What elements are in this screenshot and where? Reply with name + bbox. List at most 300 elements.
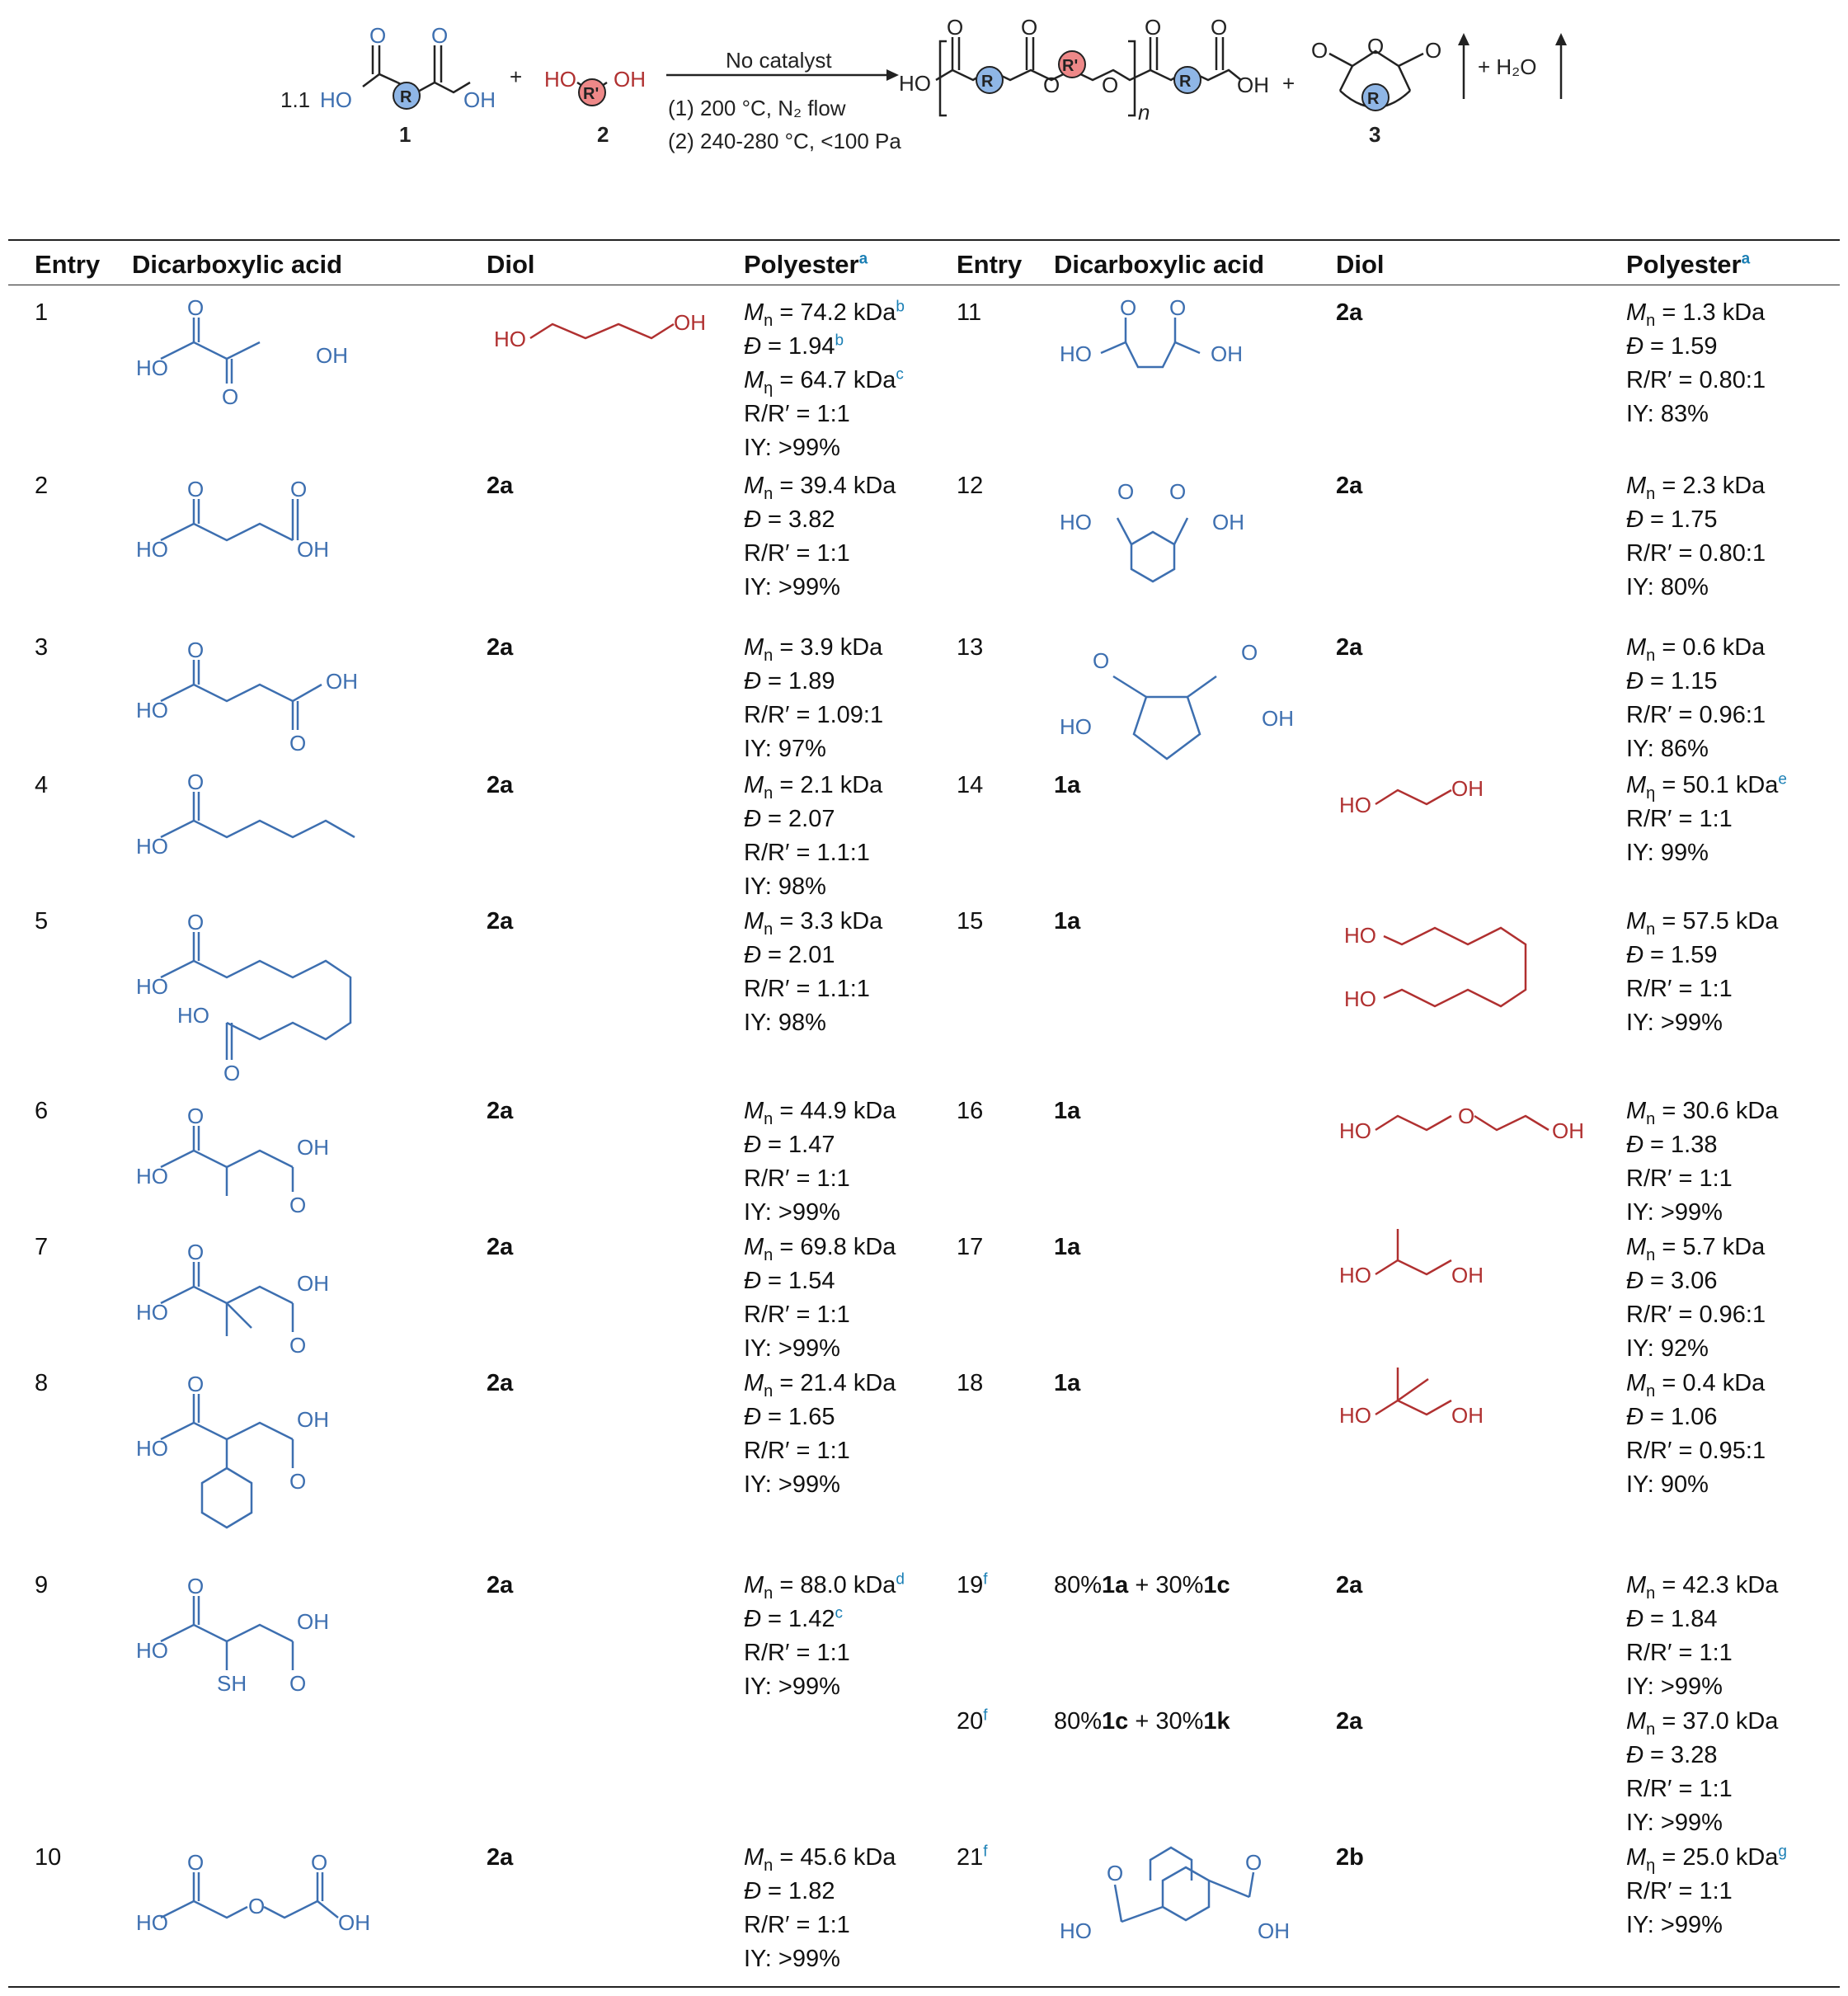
- svg-text:HO: HO: [1339, 1263, 1371, 1288]
- column-header: [1336, 250, 1385, 280]
- polyester-property: [1626, 1437, 1766, 1465]
- table-row-entry: [957, 299, 981, 327]
- table-row-diol: [487, 907, 513, 935]
- right-row-symbol: M: [1626, 908, 1647, 934]
- polyester-property: [1626, 1198, 1723, 1226]
- table-row-diol: [1336, 633, 1362, 661]
- left-row-value: = 2.1 kDa: [773, 772, 883, 798]
- polyester-property: [744, 434, 840, 462]
- table-row-entry: [35, 633, 48, 661]
- left-row-value: 98%: [771, 1010, 826, 1036]
- left-row-subscript: n: [764, 311, 774, 330]
- acid-code: 1a: [1054, 1098, 1081, 1124]
- right-row-value: = 1.84: [1643, 1606, 1718, 1632]
- right-row-symbol: Đ: [1626, 1606, 1643, 1632]
- polyester-property: [744, 735, 826, 763]
- svg-text:R: R: [1367, 90, 1380, 108]
- left-row-symbol: IY:: [744, 1946, 772, 1972]
- table-row-entry: [35, 907, 48, 935]
- right-row-symbol: M: [1626, 1370, 1647, 1396]
- svg-text:O: O: [187, 1104, 205, 1128]
- footnote-ref: g: [1778, 1843, 1787, 1861]
- left-row-subscript: n: [764, 1584, 774, 1603]
- polyester-property: [1626, 633, 1765, 670]
- diol-code: 2a: [487, 908, 514, 934]
- polyester-property: [1626, 1335, 1709, 1363]
- polyester-property: [744, 633, 882, 670]
- svg-text:SH: SH: [217, 1671, 247, 1696]
- polyester-property: [1626, 1911, 1723, 1939]
- polyester-property: [744, 1843, 896, 1880]
- left-row-value: = 1:1: [789, 1912, 850, 1938]
- column-header-text: Entry: [957, 250, 1023, 279]
- mix-acid: 1c: [1102, 1708, 1129, 1735]
- reactant1-label: 1: [399, 122, 411, 147]
- table-row-diol: [487, 1843, 513, 1871]
- right-row-value: >99%: [1653, 1010, 1723, 1036]
- svg-text:HO: HO: [544, 67, 576, 92]
- column-header-text: Polyester: [1626, 250, 1742, 279]
- polyester-property: [1626, 1369, 1765, 1405]
- svg-text:HO: HO: [136, 698, 168, 723]
- right-row-symbol: IY:: [1626, 1912, 1654, 1938]
- svg-text:O: O: [1102, 73, 1119, 97]
- entry-number: 18: [957, 1370, 984, 1396]
- table-row-diol: [1336, 1571, 1362, 1599]
- right-row-symbol: IY:: [1626, 1199, 1654, 1226]
- right-row-value: = 0.95:1: [1672, 1438, 1766, 1464]
- left-row-symbol: Đ: [744, 1268, 761, 1294]
- mix-acid: 1k: [1203, 1708, 1230, 1735]
- right-row-symbol: IY:: [1626, 1471, 1654, 1498]
- left-row-value: = 3.9 kDa: [773, 634, 883, 661]
- left-row-symbol: M: [744, 908, 764, 934]
- svg-text:O: O: [1107, 1861, 1124, 1885]
- svg-text:O: O: [187, 910, 205, 934]
- polyester-property: [744, 573, 840, 601]
- left-row-value: = 1:1: [789, 1640, 850, 1666]
- diol-code: 2b: [1336, 1844, 1364, 1871]
- svg-text:OH: OH: [1451, 776, 1484, 801]
- right-row-value: = 3.06: [1643, 1268, 1718, 1294]
- column-header: [1054, 250, 1264, 280]
- polyester-property: [1626, 701, 1766, 729]
- left-row-symbol: Đ: [744, 1878, 761, 1904]
- right-row-value: = 0.96:1: [1672, 1302, 1766, 1328]
- svg-text:R': R': [1062, 57, 1079, 75]
- entry-number: 21: [957, 1844, 984, 1871]
- polyester-property: [744, 1369, 896, 1405]
- svg-text:OH: OH: [1212, 510, 1244, 534]
- table-row-diol: [487, 1097, 513, 1125]
- right-row-subscript: n: [1646, 1382, 1656, 1400]
- table-row-entry: [957, 1233, 983, 1261]
- left-row-symbol: R/R′: [744, 1438, 790, 1464]
- right-row-symbol: M: [1626, 1234, 1647, 1260]
- right-row-value: >99%: [1653, 1810, 1723, 1836]
- diol-code: 2a: [487, 1844, 514, 1871]
- right-row-value: = 1:1: [1672, 1776, 1733, 1802]
- left-row-value: = 88.0 kDa: [773, 1572, 896, 1598]
- left-row-subscript: n: [764, 484, 774, 503]
- svg-text:O: O: [289, 1671, 307, 1696]
- left-row-symbol: M: [744, 1234, 764, 1260]
- polyester-property: [744, 771, 882, 807]
- footnote-ref: e: [1778, 770, 1787, 789]
- footnote-ref: f: [983, 1706, 988, 1725]
- polyester-property: [744, 1471, 840, 1499]
- right-row-subscript: n: [1646, 1584, 1656, 1603]
- mix-percent: + 30%: [1128, 1708, 1204, 1735]
- polyester-property: [1626, 839, 1709, 867]
- diol-code: 2a: [1336, 473, 1363, 499]
- left-row-subscript: n: [764, 646, 774, 665]
- column-header: [35, 250, 100, 280]
- polyester-property: [744, 366, 904, 402]
- left-row-symbol: IY:: [744, 736, 772, 762]
- svg-text:R: R: [400, 88, 412, 106]
- polyester-property: [1626, 1775, 1733, 1803]
- footnote-ref: f: [983, 1570, 988, 1589]
- entry-number: 11: [957, 299, 982, 326]
- svg-text:OH: OH: [1451, 1263, 1484, 1288]
- water: + H₂O: [1478, 54, 1537, 79]
- left-row-subscript: n: [764, 1856, 774, 1875]
- polyester-property: [1626, 667, 1717, 695]
- polyester-property: [744, 1198, 840, 1226]
- svg-text:O: O: [1117, 479, 1135, 504]
- svg-text:O: O: [369, 23, 387, 48]
- right-row-symbol: Đ: [1626, 333, 1643, 360]
- condition-1: (1) 200 °C, N₂ flow: [668, 96, 846, 120]
- table-row-entry: [35, 1571, 48, 1599]
- left-row-symbol: M: [744, 473, 764, 499]
- polyester-property: [744, 873, 826, 901]
- polyester-property: [744, 1403, 835, 1431]
- table-bottom-rule: [8, 1986, 1840, 1988]
- polyester-property: [1626, 1673, 1723, 1701]
- diol-code: 2a: [487, 1234, 514, 1260]
- polyester-property: [744, 1301, 850, 1329]
- right-row-symbol: M: [1626, 634, 1647, 661]
- polyester-property: [1626, 1741, 1717, 1769]
- right-row-value: = 1.59: [1643, 942, 1718, 968]
- left-row-value: = 1.1:1: [789, 976, 870, 1002]
- reaction-scheme: [0, 0, 1848, 165]
- svg-text:HO: HO: [136, 974, 168, 999]
- svg-text:HO: HO: [136, 1638, 168, 1663]
- left-row-symbol: IY:: [744, 1471, 772, 1498]
- left-row-value: = 1:1: [789, 1165, 850, 1192]
- diol-code: 2a: [487, 772, 514, 798]
- svg-text:+: +: [1282, 71, 1295, 96]
- polyester-property: [744, 941, 835, 969]
- left-row-value: >99%: [771, 574, 840, 600]
- acid-10-structure: [128, 1848, 392, 1971]
- diol-code: 2a: [487, 1370, 514, 1396]
- svg-text:O: O: [248, 1894, 266, 1918]
- polyester-property: [1626, 299, 1765, 335]
- svg-text:O: O: [289, 1333, 307, 1358]
- svg-text:O: O: [187, 638, 205, 662]
- table-row-diol: [487, 1571, 513, 1599]
- svg-text:HO: HO: [136, 834, 168, 859]
- entry-number: 16: [957, 1098, 984, 1124]
- left-row-symbol: R/R′: [744, 1640, 790, 1666]
- left-row-value: >99%: [771, 1946, 840, 1972]
- left-row-subscript: n: [764, 1382, 774, 1400]
- left-row-symbol: R/R′: [744, 1302, 790, 1328]
- acid-21-structure: [1056, 1848, 1319, 1971]
- diol-code: 2a: [1336, 1708, 1363, 1735]
- right-row-value: = 1:1: [1672, 1165, 1733, 1192]
- right-row-value: = 37.0 kDa: [1655, 1708, 1779, 1735]
- polyester-property: [744, 1233, 896, 1269]
- right-row-subscript: η: [1646, 784, 1656, 803]
- right-row-subscript: n: [1646, 1720, 1656, 1739]
- left-row-symbol: Đ: [744, 1606, 761, 1632]
- polyester-property: [1626, 366, 1766, 394]
- svg-text:O: O: [1021, 15, 1038, 40]
- left-row-value: = 3.3 kDa: [773, 908, 883, 934]
- svg-text:O: O: [289, 1193, 307, 1217]
- left-row-value: = 3.82: [760, 506, 835, 533]
- footnote-ref: f: [983, 1843, 988, 1861]
- left-row-symbol: Đ: [744, 333, 761, 360]
- left-row-subscript: η: [764, 379, 774, 398]
- polyester-property: [744, 400, 850, 428]
- svg-text:HO: HO: [136, 1300, 168, 1325]
- table-row-entry: [35, 1233, 48, 1261]
- reactant1-ho: HO: [320, 87, 352, 112]
- table-row-entry: [957, 907, 983, 935]
- svg-text:OH: OH: [614, 67, 646, 92]
- left-row-symbol: M: [744, 1572, 764, 1598]
- diol-1-structure: [491, 301, 722, 351]
- column-header-text: Dicarboxylic acid: [1054, 250, 1265, 279]
- right-row-symbol: IY:: [1626, 1674, 1654, 1700]
- polyester-property: [744, 839, 870, 867]
- svg-text:O: O: [223, 1061, 241, 1085]
- right-row-symbol: IY:: [1626, 574, 1654, 600]
- right-row-value: >99%: [1653, 1674, 1723, 1700]
- left-row-value: = 21.4 kDa: [773, 1370, 896, 1396]
- right-row-symbol: M: [1626, 772, 1647, 798]
- entry-number: 2: [35, 473, 49, 499]
- polyester-property: [1626, 771, 1787, 807]
- mix-acid: 1a: [1102, 1572, 1129, 1598]
- acid-code: 1a: [1054, 1234, 1081, 1260]
- right-row-symbol: R/R′: [1626, 1438, 1672, 1464]
- right-row-symbol: R/R′: [1626, 367, 1672, 393]
- polyester-property: [744, 1911, 850, 1939]
- svg-text:HO: HO: [177, 1003, 209, 1028]
- left-row-value: = 39.4 kDa: [773, 473, 896, 499]
- polyester-property: [1626, 1165, 1733, 1193]
- right-row-value: = 1:1: [1672, 806, 1733, 832]
- polyester-property: [744, 1571, 905, 1608]
- polyester-property: [1626, 805, 1733, 833]
- right-row-value: = 2.3 kDa: [1655, 473, 1766, 499]
- left-row-symbol: IY:: [744, 1335, 772, 1362]
- svg-text:HO: HO: [1060, 341, 1092, 366]
- right-row-symbol: IY:: [1626, 1810, 1654, 1836]
- left-row-symbol: R/R′: [744, 540, 790, 567]
- left-row-symbol: M: [744, 1370, 764, 1396]
- svg-text:OH: OH: [297, 1609, 329, 1634]
- svg-text:O: O: [289, 1469, 307, 1494]
- left-row-symbol: M: [744, 1098, 764, 1124]
- polyester-property: [1626, 1707, 1778, 1744]
- right-row-value: = 1.75: [1643, 506, 1718, 533]
- svg-text:O: O: [1425, 38, 1442, 63]
- right-row-value: = 0.80:1: [1672, 540, 1766, 567]
- right-row-symbol: Đ: [1626, 1132, 1643, 1158]
- svg-text:O: O: [289, 731, 307, 756]
- svg-text:O: O: [187, 1574, 205, 1598]
- left-row-value: = 1.47: [760, 1132, 835, 1158]
- reactant1-coeff: 1.1: [280, 87, 311, 112]
- table-row-diol: [487, 472, 513, 500]
- table-row-entry: [957, 1369, 983, 1397]
- left-row-subscript: n: [764, 1245, 774, 1264]
- polyester-property: [744, 1605, 843, 1633]
- table-row-entry: [35, 1843, 61, 1871]
- polyester-property: [744, 539, 850, 567]
- entry-number: 12: [957, 473, 984, 499]
- polyester-property: [744, 1945, 840, 1973]
- right-row-subscript: n: [1646, 1245, 1656, 1264]
- polyester-property: [1626, 1877, 1733, 1905]
- svg-text:O: O: [187, 1240, 205, 1264]
- diol-code: 2a: [487, 1572, 514, 1598]
- left-row-value: 97%: [771, 736, 826, 762]
- footnote-ref: b: [896, 298, 905, 316]
- right-row-symbol: R/R′: [1626, 806, 1672, 832]
- right-row-subscript: n: [1646, 1109, 1656, 1128]
- diol-code: 2a: [1336, 1572, 1363, 1598]
- left-row-value: = 1.1:1: [789, 840, 870, 866]
- column-header-text: Diol: [487, 250, 535, 279]
- svg-text:O: O: [1043, 73, 1060, 97]
- svg-text:OH: OH: [326, 669, 358, 694]
- conditions-top: No catalyst: [726, 48, 832, 73]
- diol-code: 2a: [487, 473, 514, 499]
- entry-number: 9: [35, 1572, 49, 1598]
- table-row-diol: [1336, 1707, 1362, 1735]
- left-acid-structures: [128, 297, 375, 1848]
- svg-text:R': R': [583, 85, 600, 103]
- right-acid-structures: [1056, 297, 1303, 1881]
- right-row-symbol: M: [1626, 1572, 1647, 1598]
- right-row-value: = 1:1: [1672, 976, 1733, 1002]
- entry-number: 8: [35, 1370, 49, 1396]
- left-row-symbol: Đ: [744, 668, 761, 694]
- footnote-ref: a: [1741, 250, 1751, 268]
- left-row-symbol: Đ: [744, 942, 761, 968]
- polyester-property: [1626, 907, 1778, 944]
- polyester-property: [1626, 1471, 1709, 1499]
- right-row-subscript: n: [1646, 311, 1656, 330]
- svg-text:OH: OH: [338, 1910, 370, 1935]
- svg-text:HO: HO: [899, 71, 931, 96]
- polyester-property: [744, 667, 835, 695]
- footnote-ref: d: [896, 1570, 905, 1589]
- polyester-property: [744, 975, 870, 1003]
- right-row-value: = 1:1: [1672, 1640, 1733, 1666]
- polyester-property: [744, 332, 844, 360]
- svg-text:O: O: [1241, 640, 1258, 665]
- table-row-diol: [487, 1369, 513, 1397]
- right-diol-structures: [1336, 767, 1600, 1493]
- right-row-value: 83%: [1653, 401, 1709, 427]
- table-row-diol: [487, 633, 513, 661]
- svg-text:O: O: [187, 297, 205, 320]
- svg-text:O: O: [1169, 479, 1187, 504]
- left-row-symbol: M: [744, 772, 764, 798]
- right-row-symbol: Đ: [1626, 1404, 1643, 1430]
- right-row-symbol: IY:: [1626, 401, 1654, 427]
- svg-text:HO: HO: [1344, 986, 1376, 1011]
- table-row-entry: [35, 1097, 48, 1125]
- column-header-text: Entry: [35, 250, 101, 279]
- polyester-property: [744, 701, 883, 729]
- right-row-symbol: IY:: [1626, 1335, 1654, 1362]
- right-row-symbol: IY:: [1626, 736, 1654, 762]
- table-row-entry: [35, 472, 48, 500]
- right-row-value: >99%: [1653, 1199, 1723, 1226]
- svg-text:HO: HO: [1060, 510, 1092, 534]
- right-row-symbol: IY:: [1626, 1010, 1654, 1036]
- column-header: [957, 250, 1022, 280]
- right-row-symbol: M: [1626, 1844, 1647, 1871]
- table-row-entry: [957, 1097, 983, 1125]
- acid-code: 1a: [1054, 1370, 1081, 1396]
- left-row-value: = 69.8 kDa: [773, 1234, 896, 1260]
- polyester-property: [744, 1877, 835, 1905]
- svg-text:O: O: [1120, 297, 1137, 320]
- right-row-value: = 0.4 kDa: [1655, 1370, 1766, 1396]
- svg-text:O: O: [187, 1372, 205, 1396]
- polyester-property: [744, 1673, 840, 1701]
- left-row-value: = 74.2 kDa: [773, 299, 896, 326]
- left-row-symbol: IY:: [744, 435, 772, 461]
- left-row-symbol: Đ: [744, 806, 761, 832]
- svg-text:HO: HO: [1060, 714, 1092, 739]
- svg-text:OH: OH: [674, 310, 706, 335]
- right-row-value: = 0.96:1: [1672, 702, 1766, 728]
- entry-number: 14: [957, 772, 984, 798]
- svg-text:OH: OH: [1262, 706, 1294, 731]
- mix-percent: + 30%: [1128, 1572, 1204, 1598]
- entry-number: 13: [957, 634, 984, 661]
- left-row-symbol: Đ: [744, 1404, 761, 1430]
- condition-2: (2) 240-280 °C, <100 Pa: [668, 129, 901, 153]
- left-row-value: = 64.7 kDa: [773, 367, 896, 393]
- left-row-symbol: IY:: [744, 1010, 772, 1036]
- polyester-property: [1626, 573, 1709, 601]
- footnote-ref: c: [896, 365, 904, 384]
- right-row-value: 80%: [1653, 574, 1709, 600]
- polyester-property: [744, 506, 835, 534]
- polyester-property: [1626, 1571, 1778, 1608]
- entry-number: 7: [35, 1234, 49, 1260]
- svg-text:O: O: [1169, 297, 1187, 320]
- right-row-value: = 3.28: [1643, 1742, 1718, 1768]
- polyester-property: [1626, 539, 1766, 567]
- left-row-symbol: M: [744, 634, 764, 661]
- right-row-value: 92%: [1653, 1335, 1709, 1362]
